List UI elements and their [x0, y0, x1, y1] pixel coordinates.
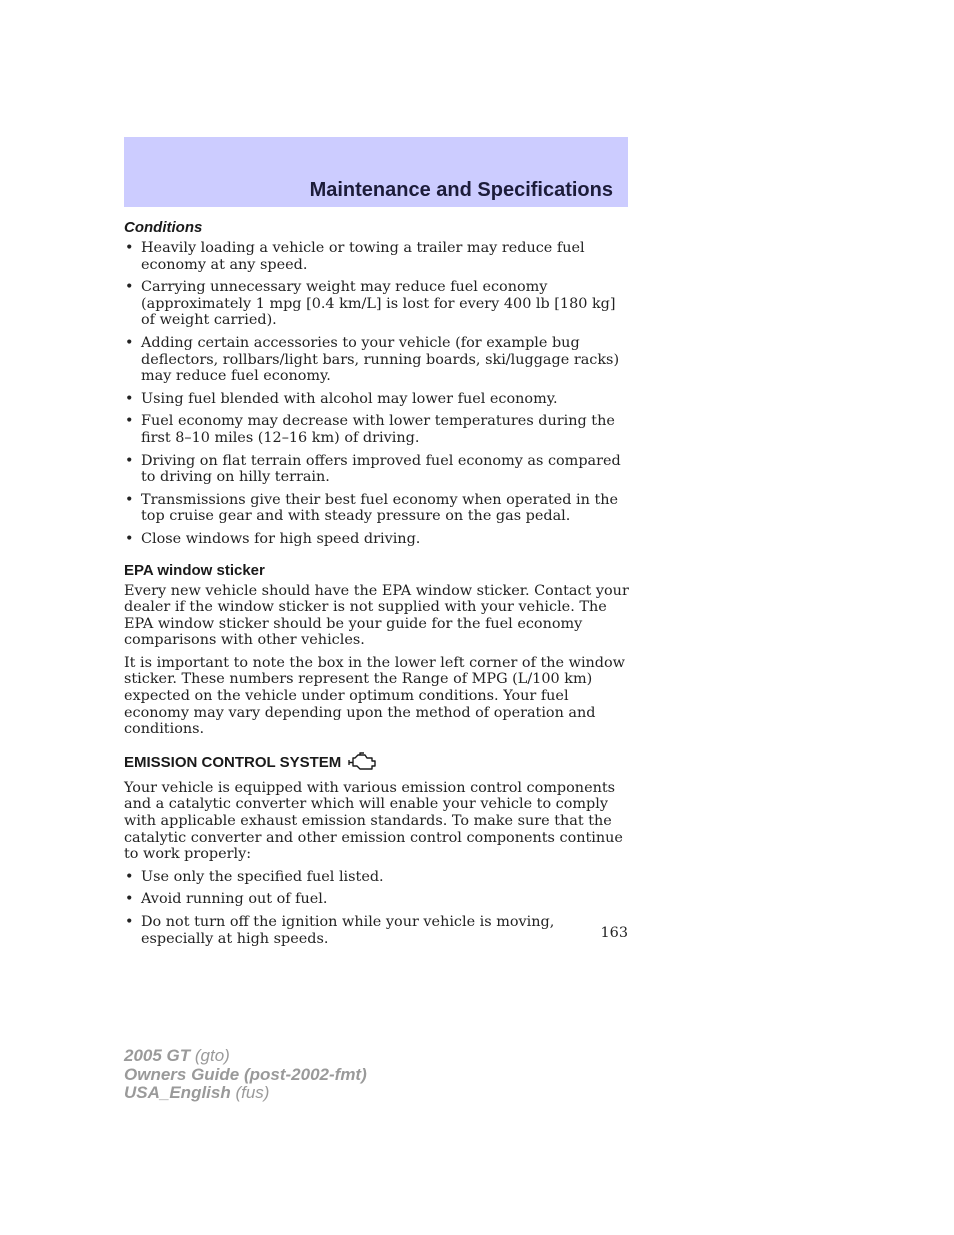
emission-heading [124, 752, 630, 777]
footer-language: USA_English [124, 1083, 231, 1102]
list-item: • Carrying unnecessary weight may reduce fuel economy (approximately 1 mpg [0.4 km/L] is lost for every 400 lb [180 kg] of weight carried). [124, 279, 630, 329]
list-item: • Close windows for high speed driving. [124, 531, 630, 548]
footer-line-3 [124, 1084, 367, 1103]
list-item: • Driving on flat terrain offers improved fuel economy as compared to driving on hilly terrain. [124, 453, 630, 486]
epa-heading: EPA window sticker [124, 561, 265, 579]
emission-heading-text: EMISSION CONTROL SYSTEM [124, 753, 342, 771]
engine-icon [348, 752, 378, 777]
conditions-list [124, 240, 630, 548]
epa-paragraph: It is important to note the box in the lower left corner of the window sticker. These numbers represent the Range of MPG (L/100 km) expected on the vehicle under optimum conditions. Your fuel economy may vary depending upon the method of operation and conditions. [124, 654, 626, 738]
list-item: • Fuel economy may decrease with lower temperatures during the first 8–10 miles (12–16 km) of driving. [124, 413, 630, 446]
footer-guide: Owners Guide (post-2002-fmt) [124, 1064, 367, 1084]
footer-line-2 [124, 1066, 367, 1085]
page-number: 163 [600, 925, 628, 941]
footer-model: 2005 GT [124, 1046, 191, 1065]
list-item: • Use only the specified fuel listed. [124, 869, 630, 886]
document-footer [124, 1047, 367, 1103]
list-item: • Avoid running out of fuel. [124, 891, 630, 908]
chapter-header-band [124, 137, 628, 207]
footer-model-code: (gto) [190, 1046, 230, 1065]
page-content [124, 219, 630, 953]
list-item: • Do not turn off the ignition while your vehicle is moving, especially at high speeds. [124, 914, 630, 947]
list-item: • Adding certain accessories to your vehicle (for example bug deflectors, rollbars/light bars, running boards, ski/luggage racks) may reduce fuel economy. [124, 335, 630, 385]
chapter-title: Maintenance and Specifications [309, 179, 613, 201]
emission-paragraph: Your vehicle is equipped with various emission control components and a catalytic converter which will enable your vehicle to comply with applicable exhaust emission standards. To make sure that the catalytic converter and other emission control components continue to work properly: [124, 779, 623, 863]
footer-language-code: (fus) [230, 1083, 270, 1102]
footer-line-1 [124, 1047, 367, 1066]
list-item: • Heavily loading a vehicle or towing a trailer may reduce fuel economy at any speed. [124, 240, 630, 273]
list-item: • Transmissions give their best fuel economy when operated in the top cruise gear and with steady pressure on the gas pedal. [124, 492, 630, 525]
conditions-heading: Conditions [124, 219, 203, 236]
list-item: • Using fuel blended with alcohol may lower fuel economy. [124, 391, 630, 408]
epa-paragraph: Every new vehicle should have the EPA window sticker. Contact your dealer if the window sticker is not supplied with your vehicle. The EPA window sticker should be your guide for the fuel economy comparisons with other vehicles. [124, 582, 629, 649]
